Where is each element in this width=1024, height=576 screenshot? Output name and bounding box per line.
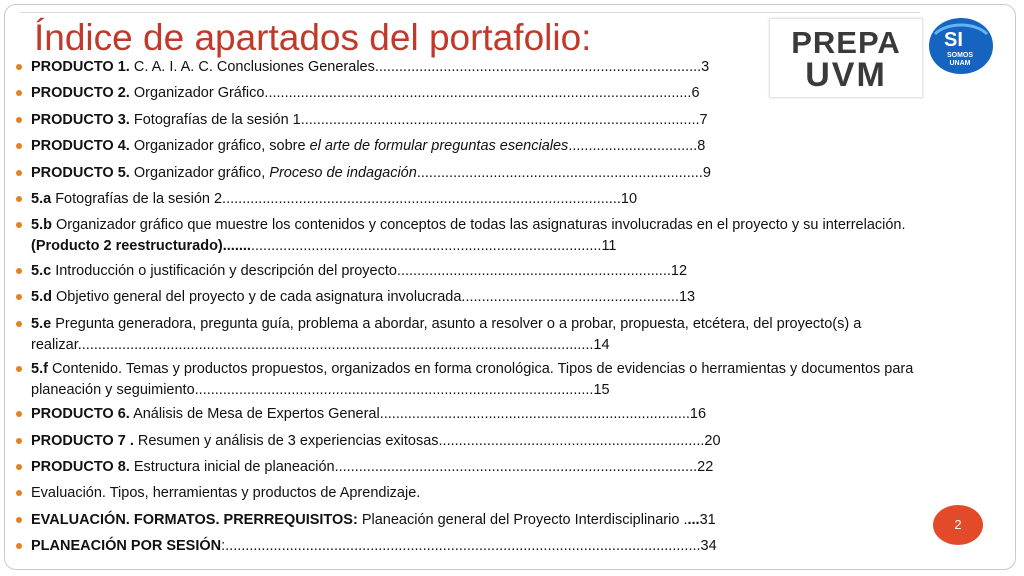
toc-item: PRODUCTO 2. Organizador Gráfico..........................................................................................................6 — [13, 83, 918, 104]
si-logo-subtext: SOMOS UNAM — [946, 52, 974, 67]
toc-item: PRODUCTO 3. Fotografías de la sesión 1...................................................................................................7 — [13, 110, 918, 131]
toc-item: PRODUCTO 7 . Resumen y análisis de 3 experiencias exitosas..................................................................20 — [13, 431, 918, 452]
si-logo-text: SI — [944, 29, 963, 51]
table-of-contents — [13, 57, 918, 563]
logo-line-uvm: UVM — [805, 56, 887, 94]
toc-item: 5.b Organizador gráfico que muestre los contenidos y conceptos de todas las asignaturas involucradas en el proyecto y su interrelación. (Producto 2 reestructurado)..............................................................................................11 — [13, 215, 918, 257]
toc-item: Evaluación. Tipos, herramientas y productos de Aprendizaje. — [13, 483, 918, 504]
si-somos-unam-logo — [925, 16, 997, 76]
toc-item: PRODUCTO 8. Estructura inicial de planeación..........................................................................................22 — [13, 457, 918, 478]
logo-line-prepa: PREPA — [791, 25, 901, 60]
toc-item: PRODUCTO 1. C. A. I. A. C. Conclusiones Generales.................................................................................3 — [13, 57, 918, 78]
top-divider — [20, 12, 920, 13]
toc-item: 5.e Pregunta generadora, pregunta guía, problema a abordar, asunto a resolver o a probar, propuesta, etcétera, del proyecto(s) a realizar................................................................................................................................14 — [13, 314, 918, 356]
toc-item: PLANEACIÓN POR SESIÓN:......................................................................................................................34 — [13, 536, 918, 557]
page-title: Índice de apartados del portafolio: — [34, 17, 592, 58]
toc-item: PRODUCTO 4. Organizador gráfico, sobre el arte de formular preguntas esenciales................................8 — [13, 136, 918, 157]
toc-item: EVALUACIÓN. FORMATOS. PRERREQUISITOS: Planeación general del Proyecto Interdisciplinario ....31 — [13, 510, 918, 531]
toc-item: 5.f Contenido. Temas y productos propuestos, organizados en forma cronológica. Tipos de evidencias o herramientas y documentos para planeación y seguimiento...................................................................................................15 — [13, 359, 918, 401]
toc-item: PRODUCTO 6. Análisis de Mesa de Expertos General.............................................................................16 — [13, 404, 918, 425]
page-number-badge: 2 — [933, 505, 983, 545]
toc-item: 5.c Introducción o justificación y descripción del proyecto....................................................................12 — [13, 261, 918, 282]
toc-item: PRODUCTO 5. Organizador gráfico, Proceso de indagación.......................................................................9 — [13, 163, 918, 184]
toc-item: 5.a Fotografías de la sesión 2...................................................................................................10 — [13, 189, 918, 210]
toc-item: 5.d Objetivo general del proyecto y de cada asignatura involucrada......................................................13 — [13, 287, 918, 308]
